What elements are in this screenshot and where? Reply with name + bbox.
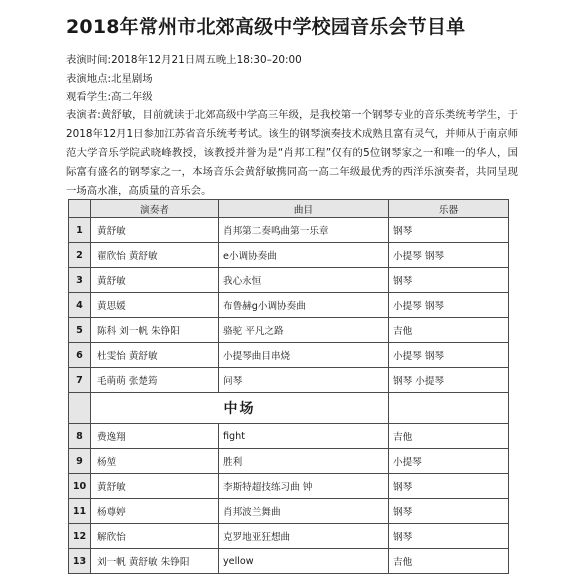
piece-cell: e小调协奏曲	[219, 243, 389, 268]
piece-cell: yellow	[219, 549, 389, 574]
page-title: 2018年常州市北郊高级中学校园音乐会节目单	[66, 16, 466, 38]
instrument-cell: 小提琴 钢琴	[389, 243, 509, 268]
intermission-num-cell	[69, 393, 91, 424]
row-number: 12	[69, 524, 91, 549]
performer-cell: 费逸翔	[91, 424, 219, 449]
performer-cell: 黄舒敏	[91, 474, 219, 499]
table-row	[69, 368, 509, 393]
instrument-cell: 吉他	[389, 424, 509, 449]
performer-cell: 解欣怡	[91, 524, 219, 549]
table-row	[69, 268, 509, 293]
row-number: 5	[69, 318, 91, 343]
instrument-cell: 钢琴 小提琴	[389, 368, 509, 393]
performer-cell: 翟欣怡 黄舒敏	[91, 243, 219, 268]
piece-cell: 李斯特超技练习曲 钟	[219, 474, 389, 499]
header-num-cell	[69, 200, 91, 218]
piece-cell: 我心永恒	[219, 268, 389, 293]
header-performer: 演奏者	[91, 200, 219, 218]
performer-cell: 杨堃	[91, 449, 219, 474]
intermission-label: 中场	[91, 393, 389, 424]
table-row	[69, 524, 509, 549]
row-number: 4	[69, 293, 91, 318]
piece-cell: fight	[219, 424, 389, 449]
intermission-row	[69, 393, 509, 424]
table-row	[69, 293, 509, 318]
performer-cell: 杨尊婷	[91, 499, 219, 524]
performer-cell: 刘一帆 黄舒敏 朱铮阳	[91, 549, 219, 574]
table-row	[69, 549, 509, 574]
table-row	[69, 424, 509, 449]
piece-cell: 肖邦波兰舞曲	[219, 499, 389, 524]
instrument-cell: 小提琴 钢琴	[389, 343, 509, 368]
program-table	[68, 199, 509, 574]
instrument-cell: 钢琴	[389, 268, 509, 293]
row-number: 10	[69, 474, 91, 499]
performer-cell: 黄舒敏	[91, 268, 219, 293]
row-number: 1	[69, 218, 91, 243]
table-row	[69, 343, 509, 368]
performer-cell: 黄舒敏	[91, 218, 219, 243]
piece-cell: 肖邦第二奏鸣曲第一乐章	[219, 218, 389, 243]
performer-cell: 陈科 刘一帆 朱铮阳	[91, 318, 219, 343]
row-number: 13	[69, 549, 91, 574]
row-number: 11	[69, 499, 91, 524]
table-header-row	[69, 200, 509, 218]
instrument-cell: 钢琴	[389, 218, 509, 243]
row-number: 3	[69, 268, 91, 293]
instrument-cell: 吉他	[389, 549, 509, 574]
instrument-cell: 钢琴	[389, 474, 509, 499]
piece-cell: 小提琴曲目串烧	[219, 343, 389, 368]
piece-cell: 问琴	[219, 368, 389, 393]
performer-cell: 毛萌萌 张楚筠	[91, 368, 219, 393]
intermission-empty-cell	[389, 393, 509, 424]
piece-cell: 骆驼 平凡之路	[219, 318, 389, 343]
table-row	[69, 243, 509, 268]
performance-place: 表演地点:北星剧场	[66, 73, 153, 85]
instrument-cell: 小提琴	[389, 449, 509, 474]
instrument-cell: 小提琴 钢琴	[389, 293, 509, 318]
table-row	[69, 218, 509, 243]
row-number: 7	[69, 368, 91, 393]
table-row	[69, 474, 509, 499]
piece-cell: 胜利	[219, 449, 389, 474]
piece-cell: 克罗地亚狂想曲	[219, 524, 389, 549]
performer-description: 表演者:黄舒敏，目前就读于北郊高级中学高三年级，是我校第一个钢琴专业的音乐类统考学生，于2018年12月1日参加江苏省音乐统考考试。该生的钢琴演奏技术成熟且富有灵气，并师从于南京师范大学音乐学院武晓峰教授，该教授并誉为是“肖邦工程”仅有的5位钢琴家之一和唯一的华人，国际富有盛名的钢琴家之一，本场音乐会黄舒敏携同高一高二年级最优秀的西洋乐演奏者，共同呈现一场高水准，高质量的音乐会。	[66, 109, 518, 197]
instrument-cell: 钢琴	[389, 499, 509, 524]
performer-cell: 杜雯怡 黄舒敏	[91, 343, 219, 368]
row-number: 9	[69, 449, 91, 474]
table-row	[69, 318, 509, 343]
instrument-cell: 吉他	[389, 318, 509, 343]
row-number: 6	[69, 343, 91, 368]
header-piece: 曲目	[219, 200, 389, 218]
row-number: 8	[69, 424, 91, 449]
piece-cell: 布鲁赫g小调协奏曲	[219, 293, 389, 318]
table-row	[69, 449, 509, 474]
performance-time: 表演时间:2018年12月21日周五晚上18:30–20:00	[66, 54, 302, 66]
table-row	[69, 499, 509, 524]
performer-cell: 黄思媛	[91, 293, 219, 318]
audience-info: 观看学生:高二年级	[66, 91, 153, 103]
header-instrument: 乐器	[389, 200, 509, 218]
instrument-cell: 钢琴	[389, 524, 509, 549]
row-number: 2	[69, 243, 91, 268]
